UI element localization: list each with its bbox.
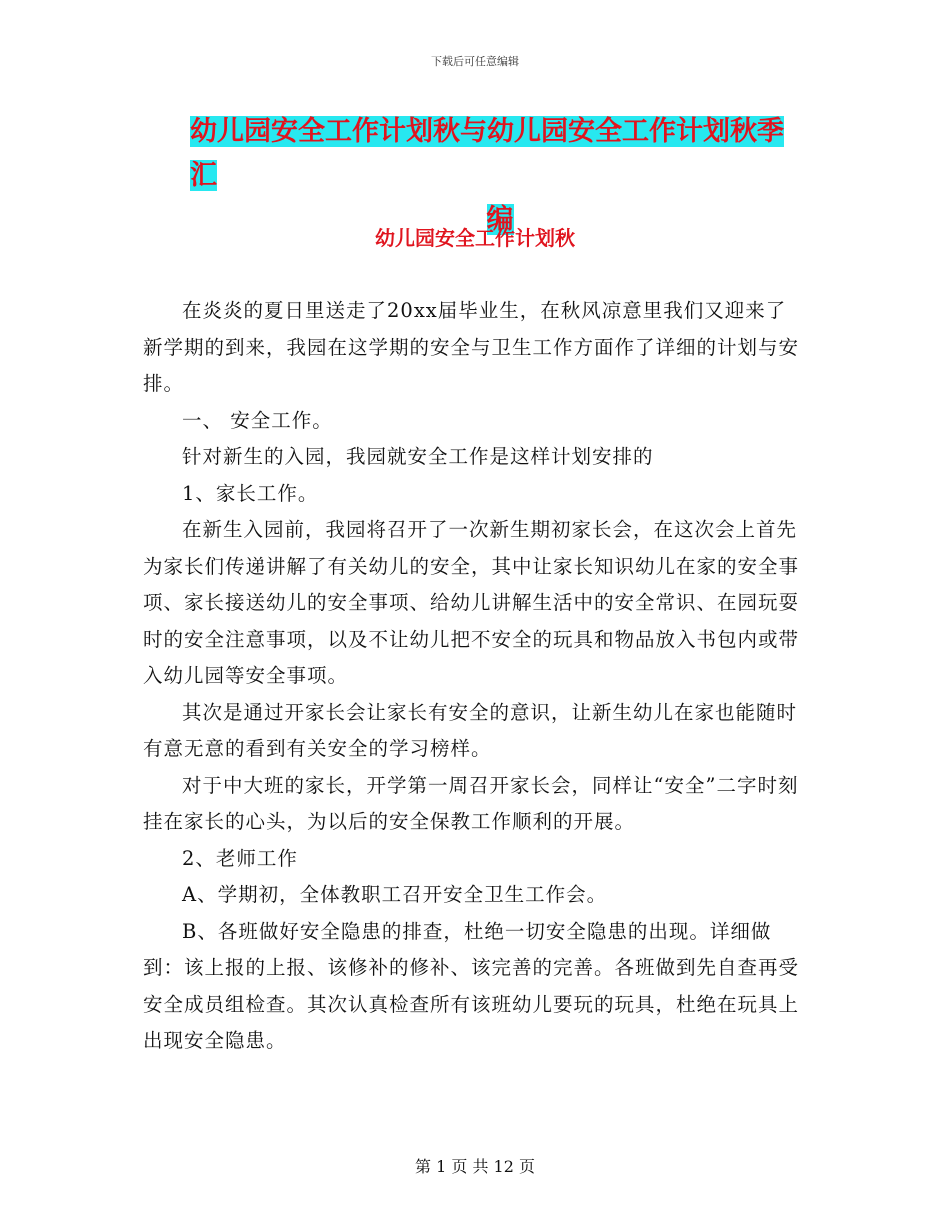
header-note: 下载后可任意编辑 [431, 55, 519, 68]
paragraph: 对于中大班的家长，开学第一周召开家长会，同样让“安全”二字时刻挂在家长的心头，为以后的安全保教工作顺利的开展。 [143, 773, 799, 833]
paragraph: 2、老师工作 [182, 846, 298, 870]
paragraph: 在炎炎的夏日里送走了20xx届毕业生，在秋风凉意里我们又迎来了新学期的到来，我园在这学期的安全与卫生工作方面作了详细的计划与安排。 [143, 299, 800, 395]
paragraph: 针对新生的入园，我园就安全工作是这样计划安排的 [182, 445, 654, 468]
document-body [143, 293, 803, 1060]
paragraph: 一、 安全工作。 [182, 408, 333, 432]
paragraph: 其次是通过开家长会让家长有安全的意识，让新生幼儿在家也能随时有意无意的看到有关安全的学习榜样。 [143, 700, 798, 760]
page-footer: 第 1 页 共 12 页 [415, 1157, 535, 1176]
title-line-1: 幼儿园安全工作计划秋与幼儿园安全工作计划秋季汇 [190, 116, 784, 191]
title-line-2: 编 [486, 204, 514, 235]
paragraph: B、各班做好安全隐患的排查，杜绝一切安全隐患的出现。详细做到：该上报的上报、该修补的修补、该完善的完善。各班做到先自查再受安全成员组检查。其次认真检查所有该班幼儿要玩的玩具，杜绝在玩具上出现安全隐患。 [143, 919, 800, 1052]
paragraph: 在新生入园前，我园将召开了一次新生期初家长会，在这次会上首先为家长们传递讲解了有关幼儿的安全，其中让家长知识幼儿在家的安全事项、家长接送幼儿的安全事项、给幼儿讲解生活中的安全常识、在园玩耍时的安全注意事项，以及不让幼儿把不安全的玩具和物品放入书包内或带入幼儿园等安全事项。 [143, 518, 800, 687]
paragraph: A、学期初，全体教职工召开安全卫生工作会。 [182, 883, 608, 906]
paragraph: 1、家长工作。 [182, 481, 319, 505]
section-title: 幼儿园安全工作计划秋 [375, 226, 575, 250]
